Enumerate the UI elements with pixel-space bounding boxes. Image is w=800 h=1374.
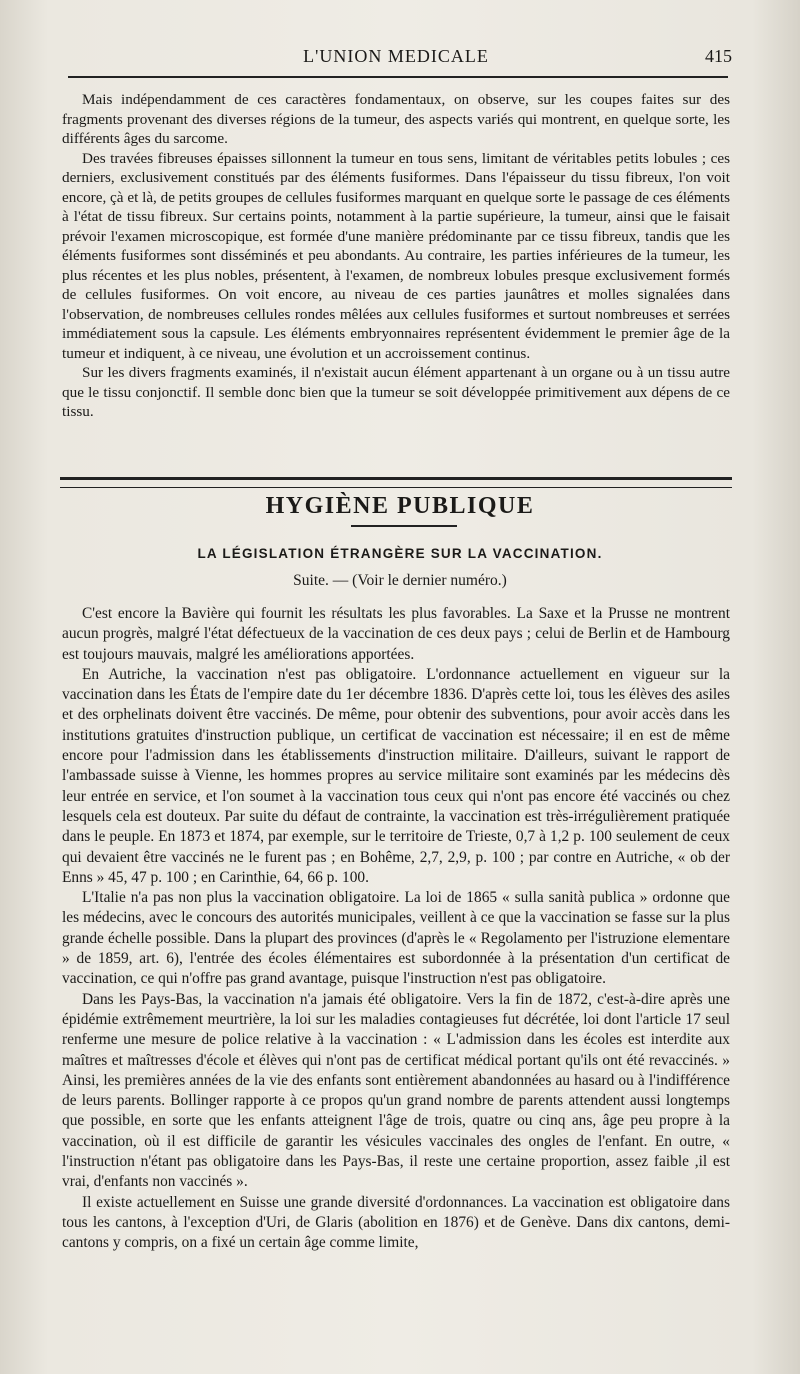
section-separator bbox=[60, 477, 732, 488]
paragraph: Il existe actuellement en Suisse une grande diversité d'ordonnances. La vaccination est obligatoire dans tous les cantons, à l'exception d'Uri, de Glaris (abolition en 1876) et de Genève. Dans dix cantons, demi-cantons y compris, on a fixé un certain âge comme limite, bbox=[62, 1193, 730, 1252]
article-subtitle: Suite. — (Voir le dernier numéro.) bbox=[293, 572, 507, 589]
section-title: HYGIÈNE PUBLIQUE bbox=[265, 493, 535, 519]
page-number: 415 bbox=[705, 46, 732, 66]
paragraph: Des travées fibreuses épaisses sillonnent la tumeur en tous sens, limitant de véritables petits lobules ; ces derniers, exclusivement constitués par des éléments fusiformes. Dans l'épaisseur du tissu fibreux, l'on voit encore, çà et là, de petits groupes de cellules fusiformes marquant en quelque sorte le passage de ces éléments à l'état de tissu fibreux. Sur certains points, notamment à la partie supérieure, la tumeur, ainsi que le faisait prévoir l'examen microscopique, est formée d'une manière prédominante par ce tissu fibreux, tandis que les éléments fusiformes sont disséminés et peu abondants. Au contraire, les parties inférieures de la tumeur, les plus récentes et les plus nobles, présentent, à l'examen, de nombreux lobules presque exclusivement formés de cellules fusiformes. On voit encore, au niveau de ces parties jaunâtres et molles signalées dans l'observation, de nombreuses cellules rondes mêlées aux cellules fusiformes et surtout nombreuses et serrées immédiatement sous la capsule. Les éléments embryonnaires représentent évidemment le premier âge de la tumeur et indiquent, à ce niveau, une évolution et un accroissement continus. bbox=[62, 149, 730, 362]
intro-text-block bbox=[62, 90, 730, 422]
paragraph: L'Italie n'a pas non plus la vaccination obligatoire. La loi de 1865 « sulla sanità publica » ordonne que les médecins, avec le concours des autorités municipales, veillent à ce que la vaccination se fasse sur la plus grande échelle possible. Dans la plupart des provinces (d'après le « Regolamento per l'istruzione elementare » de 1859, art. 6), l'entrée des écoles élémentaires est subordonnée à la présentation d'un certificat de vaccination, ce qui n'offre pas grand avantage, puisque l'instruction n'est pas obligatoire. bbox=[62, 889, 730, 988]
paragraph: Dans les Pays-Bas, la vaccination n'a jamais été obligatoire. Vers la fin de 1872, c'est-à-dire après une épidémie extrêmement meurtrière, la loi sur les maladies contagieuses fut décrétée, loi dont l'article 17 seul renferme une mesure de police relative à la vaccination : « L'admission dans les écoles est interdite aux maîtres et maîtresses d'école et élèves qui n'ont pas de certificat médical portant qu'ils ont été revaccinés. » Ainsi, les premières années de la vie des enfants sont entièrement abandonnées au hasard ou à l'indifférence de leurs parents. Bollinger rapporte à ce propos qu'un grand nombre de parents attendent aussi longtemps que possible, en sorte que les enfants atteignent l'âge de trois, quatre ou cinq ans, âge peu propre à la vaccination, où il est difficile de garantir les vésicules vaccinales des ongles de l'enfant. En outre, « l'instruction n'étant pas obligatoire dans les Pays-Bas, il reste une certaine proportion, assez faible ,il est vrai, d'enfants non vaccinés ». bbox=[62, 990, 730, 1191]
paragraph: Mais indépendamment de ces caractères fondamentaux, on observe, sur les coupes faites sur des fragments provenant des diverses régions de la tumeur, des aspects variés qui montrent, en quelque sorte, les différents âges du sarcome. bbox=[62, 91, 730, 147]
journal-title: L'UNION MEDICALE bbox=[303, 46, 489, 66]
paragraph: Sur les divers fragments examinés, il n'existait aucun élément appartenant à un organe ou à un tissu autre que le tissu conjonctif. Il semble donc bien que la tumeur se soit développée primitivement aux dépens de ce tissu. bbox=[62, 364, 730, 420]
running-header bbox=[60, 40, 732, 68]
paragraph: C'est encore la Bavière qui fournit les résultats les plus favorables. La Saxe et la Prusse ne montrent aucun progrès, malgré l'état défectueux de la vaccination de ces deux pays ; celui de Berlin et de Hambourg est toujours mauvais, malgré les améliorations apportées. bbox=[62, 605, 730, 663]
section-title-rule bbox=[351, 525, 457, 527]
article-text-block bbox=[62, 604, 730, 1254]
paragraph: En Autriche, la vaccination n'est pas obligatoire. L'ordonnance actuellement en vigueur sur la vaccination dans les États de l'empire date du 1er décembre 1836. D'après cette loi, tous les élèves des asiles et des orphelinats doivent être vaccinés. De même, pour obtenir des subventions, pour avoir accès dans les institutions gratuites d'instruction publique, un certificat de vaccination est nécessaire; il en est de même encore pour l'admission dans les établissements d'instruction militaire. D'ailleurs, suivant le rapport de l'ambassade suisse à Vienne, les hommes propres au service militaire sont examinés par les médecins dès leur entrée en service, et l'on soumet à la vaccination tous ceux qui n'ont pas encore été vaccinés ou chez lesquels cela est douteux. Par suite du défaut de contrainte, la vaccination est très-irrégulièrement pratiquée dans le peuple. En 1873 et 1874, par exemple, sur le territoire de Trieste, 0,7 à 1,2 p. 100 seulement de ceux qui devaient être vaccinés ne le furent pas ; en Bohême, 2,7, 2,9, p. 100 ; par contre en Autriche, « ob der Enns » 45, 47 p. 100 ; en Carinthie, 64, 66 p. 100. bbox=[62, 665, 730, 886]
article-title: LA LÉGISLATION ÉTRANGÈRE SUR LA VACCINATION. bbox=[197, 546, 603, 561]
header-rule bbox=[68, 76, 728, 78]
